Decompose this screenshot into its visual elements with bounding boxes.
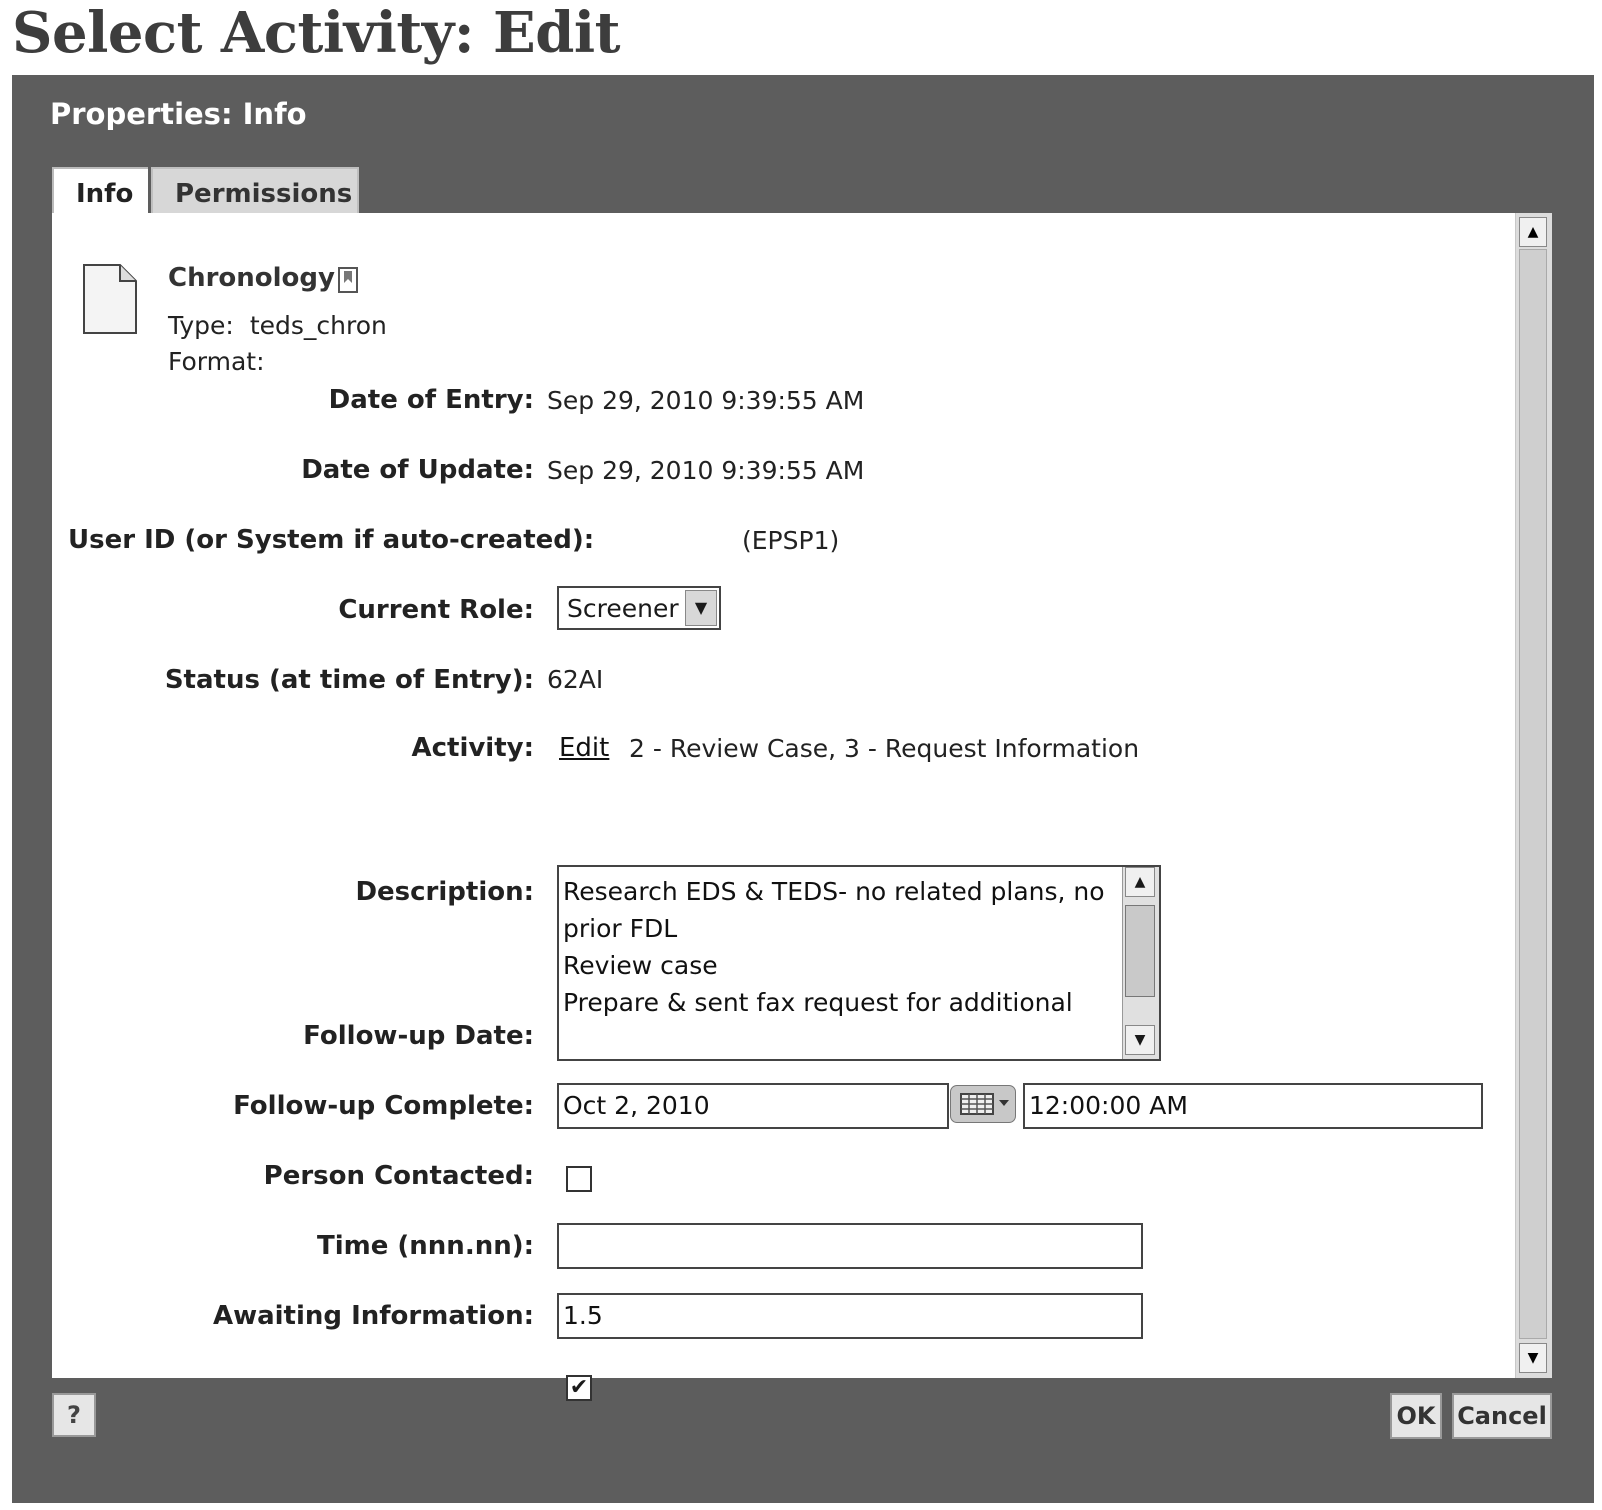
panel-scrollbar[interactable] — [1515, 213, 1552, 1378]
person-contacted-label: Person Contacted: — [263, 1161, 534, 1191]
followup-date-label: Follow-up Date: — [303, 1021, 534, 1051]
status-label: Status (at time of Entry): — [164, 665, 534, 695]
current-role-label: Current Role: — [338, 595, 534, 625]
followup-complete-label: Follow-up Complete: — [233, 1091, 534, 1121]
current-role-value: Screener — [567, 594, 679, 623]
description-label: Description: — [355, 877, 534, 907]
scroll-thumb[interactable] — [1125, 905, 1155, 997]
type-value: teds_chron — [249, 311, 387, 340]
object-name: Chronology — [168, 263, 335, 293]
date-of-entry-value: Sep 29, 2010 9:39:55 AM — [547, 386, 865, 415]
tab-info[interactable]: Info — [52, 167, 148, 215]
activity-value: 2 - Review Case, 3 - Request Information — [629, 734, 1140, 763]
format-label: Format: — [168, 347, 265, 376]
user-id-value: (EPSP1) — [742, 526, 840, 555]
followup-date-input[interactable]: Oct 2, 2010 — [557, 1083, 949, 1129]
date-of-update-value: Sep 29, 2010 9:39:55 AM — [547, 456, 865, 485]
calendar-icon — [951, 1086, 1015, 1122]
activity-edit-link[interactable]: Edit — [559, 733, 610, 763]
awaiting-information-label: Awaiting Information: — [212, 1301, 534, 1331]
type-row — [168, 311, 387, 340]
description-line: prior FDL — [563, 914, 678, 943]
page-title: Select Activity: Edit — [12, 0, 620, 66]
current-role-select[interactable] — [557, 586, 721, 630]
followup-complete-checkbox[interactable] — [566, 1166, 592, 1192]
time-label: Time (nnn.nn): — [316, 1231, 534, 1261]
arrow-up-icon[interactable]: ▲ — [1125, 867, 1155, 897]
scroll-track[interactable] — [1519, 249, 1547, 1339]
description-line: Review case — [563, 951, 718, 980]
followup-time-input[interactable]: 12:00:00 AM — [1023, 1083, 1483, 1129]
time-input[interactable]: 1.5 — [557, 1293, 1143, 1339]
person-contacted-input[interactable] — [557, 1223, 1143, 1269]
description-line: Prepare & sent fax request for additional — [563, 988, 1073, 1017]
arrow-up-icon[interactable]: ▲ — [1519, 217, 1547, 247]
date-of-update-label: Date of Update: — [301, 455, 534, 485]
dialog-title: Properties: Info — [50, 97, 307, 131]
arrow-down-icon[interactable]: ▼ — [1125, 1025, 1155, 1055]
calendar-button[interactable] — [950, 1085, 1016, 1123]
properties-dialog — [12, 75, 1594, 1503]
date-of-entry-label: Date of Entry: — [328, 385, 534, 415]
ok-button[interactable]: OK — [1390, 1393, 1442, 1439]
arrow-down-icon[interactable]: ▼ — [1519, 1343, 1547, 1373]
type-label: Type: — [168, 311, 234, 340]
info-panel — [52, 213, 1552, 1400]
awaiting-information-checkbox[interactable]: ✔ — [566, 1375, 592, 1401]
cancel-button[interactable]: Cancel — [1452, 1393, 1552, 1439]
activity-label: Activity: — [411, 733, 534, 763]
document-icon — [82, 263, 138, 335]
description-textarea[interactable] — [557, 865, 1161, 1061]
user-id-label: User ID (or System if auto-created): — [68, 525, 595, 555]
description-scrollbar[interactable] — [1122, 867, 1159, 1059]
chevron-down-icon[interactable]: ▼ — [685, 590, 717, 626]
description-line: Research EDS & TEDS- no related plans, no — [563, 877, 1105, 906]
help-button[interactable]: ? — [52, 1393, 96, 1437]
bookmark-icon[interactable] — [338, 267, 358, 293]
status-value: 62AI — [547, 665, 604, 694]
tab-permissions[interactable]: Permissions — [151, 167, 359, 215]
